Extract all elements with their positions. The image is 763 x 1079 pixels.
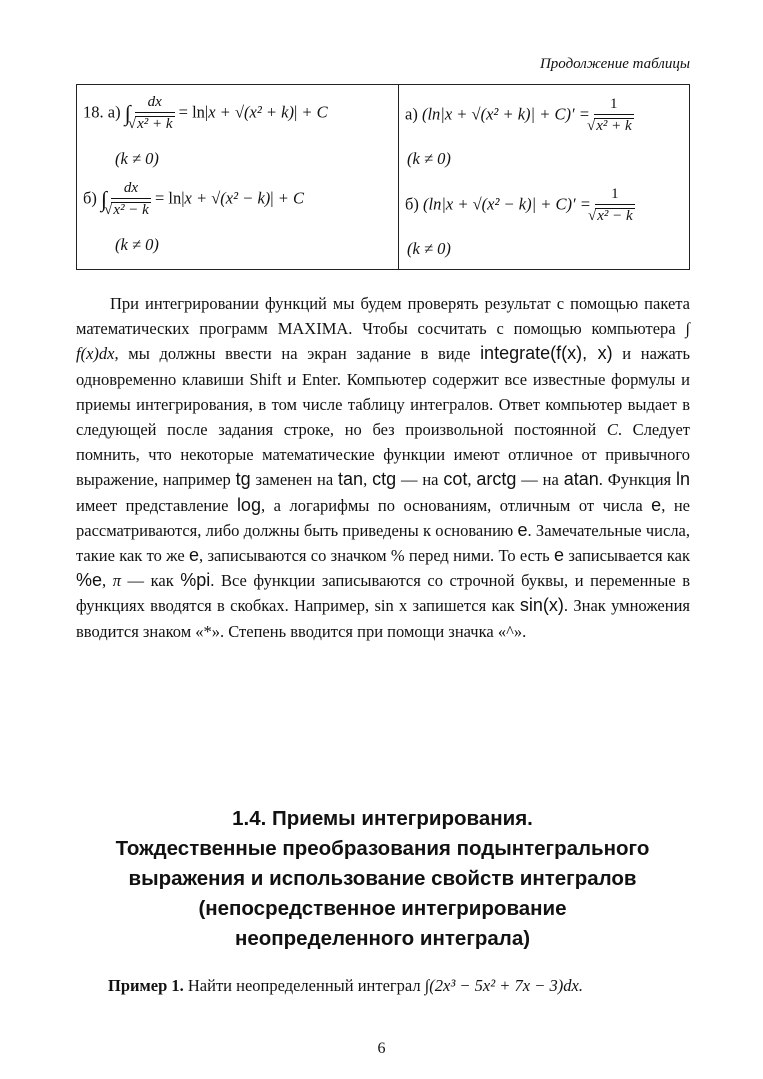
condition-left-a: (k ≠ 0) — [115, 149, 159, 168]
result-pre: = ln — [154, 188, 182, 208]
result-post: + C — [277, 188, 304, 208]
formula-sinx: sin x — [374, 596, 408, 616]
section-heading: 1.4. Приемы интегрирования. Тождественные преобразования подынтегрального выражения и использование свойств интегралов (непосредственное интегрирование неопределенного интеграла) — [115, 807, 650, 950]
result-inner: x + √(x² − k) — [184, 188, 271, 208]
integral-table — [76, 84, 690, 270]
example-label: Пример 1. — [108, 976, 184, 995]
row-label: б) — [405, 194, 419, 214]
example-formula: ∫(2x³ − 5x² + 7x − 3)dx. — [424, 976, 583, 995]
table-divider — [398, 85, 399, 269]
formula-sin-paren: sin(x) — [519, 595, 564, 616]
fn-tan: tan — [338, 469, 364, 490]
integral-sign: ∫ — [101, 186, 108, 212]
fraction — [595, 187, 635, 224]
table-left-row-b: б) ∫ dx √ x² − k = ln|x + √(x² − k)| + C — [83, 181, 304, 218]
condition-left-b: (k ≠ 0) — [115, 235, 159, 254]
formula-integrate: integrate(f(x), x) — [480, 343, 613, 364]
radicand: √ x² − k — [595, 208, 635, 224]
example-text: Найти неопределенный интеграл — [187, 976, 421, 995]
body-paragraph: При интегрировании функций мы будем проверять результат с помощью пакета математических программ MAXIMA. Чтобы сосчитать с помощью компьютера ∫ f(x)dx, мы должны ввести на экран задание в виде integrate(f(x), x) и нажать одновременно клавиши Shift и Enter. Компьютер содержит все известные формулы и приемы интегрирования, в том числе таблицу интегралов. Ответ компьютер выдает в следующей после задания строке, но без произвольной постоянной C. Следует помнить, что некоторые математические функции имеют отличное от привычного выражение, например tg заменен на tan, ctg — на cot, arctg — на atan. Функция ln имеет представление log, а логарифмы по основаниям, отличным от числа e, не рассматриваются, либо должны быть приведены к основанию e. Замечательные числа, такие как то же e, записываются со значком % перед ними. То есть e записывается как %e, π — как %pi. Все функции записываются со строчной буквы, и переменные в функциях вводятся в скобках. Например, sin x запишется как sin(x). Знак умножения вводится знаком «*». Степень вводится при помощи значка «^». — [76, 294, 691, 641]
result-inner: x + √(x² + k) — [208, 102, 294, 122]
continuation-header: Продолжение таблицы — [539, 56, 690, 72]
numerator: 1 — [595, 187, 635, 205]
formula-integral: ∫ f(x)dx — [76, 319, 690, 364]
numerator: dx — [111, 181, 151, 199]
radicand: √ x² + k — [135, 116, 175, 132]
numerator: 1 — [594, 97, 634, 115]
fraction — [135, 95, 175, 132]
row-label: а) — [405, 104, 418, 124]
fn-ctg: ctg — [372, 469, 397, 490]
radicand: √ x² + k — [594, 118, 634, 134]
table-right-row-b — [405, 187, 635, 224]
condition-right-a: (k ≠ 0) — [407, 149, 451, 168]
integral-sign: ∫ — [124, 100, 131, 126]
fn-atan: atan — [563, 469, 599, 490]
fn-log: log — [236, 494, 261, 515]
fn-ln: ln — [676, 469, 691, 490]
fn-cot: cot — [443, 469, 468, 490]
fn-arctg: arctg — [476, 469, 517, 490]
derivative-expr: (ln|x + √(x² + k)| + C)′ = — [421, 104, 590, 124]
result-post: + C — [301, 102, 328, 122]
result-pre: = ln — [178, 102, 205, 122]
row-label: 18. а) — [83, 102, 121, 122]
table-left-row-a: 18. а) ∫ dx √ x² + k = ln|x + √(x² + k)| + C — [83, 95, 328, 132]
radicand: √ x² − k — [111, 202, 151, 218]
fraction — [594, 97, 634, 134]
numerator: dx — [135, 95, 175, 113]
table-right-row-a — [405, 97, 634, 134]
section-number: 1.4. — [232, 807, 267, 830]
page-number: 6 — [377, 1040, 386, 1057]
derivative-expr: (ln|x + √(x² − k)| + C)′ = — [423, 194, 591, 214]
fn-tg: tg — [235, 469, 251, 490]
fraction — [111, 181, 151, 218]
example-line — [108, 976, 583, 996]
row-label: б) — [83, 188, 97, 208]
condition-right-b: (k ≠ 0) — [407, 239, 451, 258]
